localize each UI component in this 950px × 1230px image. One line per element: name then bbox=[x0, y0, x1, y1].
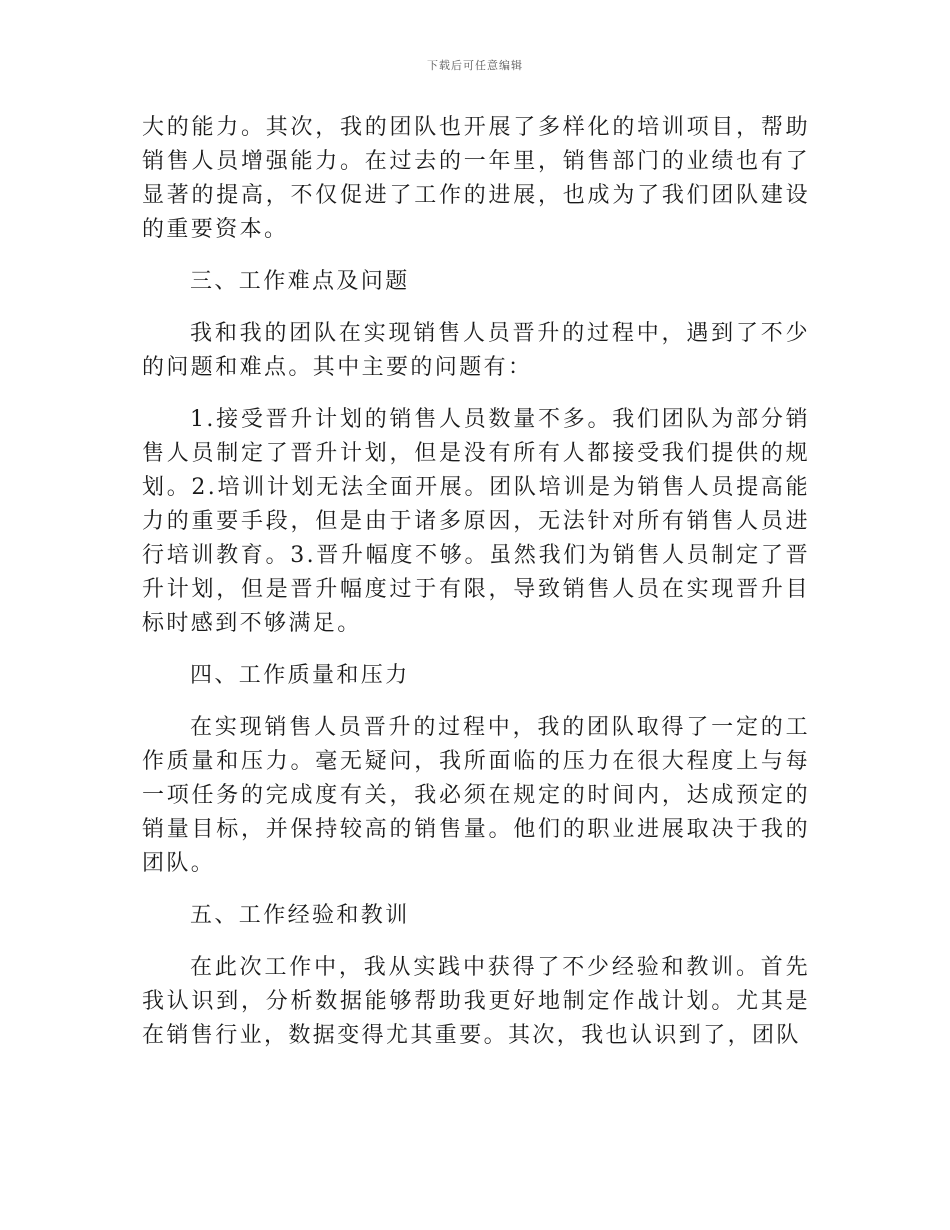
paragraph-problems-list: 1.接受晋升计划的销售人员数量不多。我们团队为部分销售人员制定了晋升计划，但是没有所有人都接受我们提供的规划。2.培训计划无法全面开展。团队培训是为销售人员提高能力的重要手段，但是由于诸多原因，无法针对所有销售人员进行培训教育。3.晋升幅度不够。虽然我们为销售人员制定了晋升计划，但是晋升幅度过于有限，导致销售人员在实现晋升目标时感到不够满足。 bbox=[142, 407, 810, 636]
section-heading-5: 五、工作经验和教训 bbox=[190, 903, 410, 928]
paragraph-problems-intro: 我和我的团队在实现销售人员晋升的过程中，遇到了不少的问题和难点。其中主要的问题有： bbox=[142, 321, 810, 380]
section-heading-3: 三、工作难点及问题 bbox=[190, 269, 410, 294]
paragraph-intro-continuation: 大的能力。其次，我的团队也开展了多样化的培训项目，帮助销售人员增强能力。在过去的一年里，销售部门的业绩也有了显著的提高，不仅促进了工作的进展，也成为了我们团队建设的重要资本。 bbox=[142, 115, 810, 242]
document-body bbox=[142, 111, 810, 1071]
page-header: 下载后可任意编辑 bbox=[427, 59, 523, 72]
paragraph-quality-pressure: 在实现销售人员晋升的过程中，我的团队取得了一定的工作质量和压力。毫无疑问，我所面临的压力在很大程度上与每一项任务的完成度有关，我必须在规定的时间内，达成预定的销量目标，并保持较高的销售量。他们的职业进展取决于我的团队。 bbox=[142, 715, 810, 876]
section-heading-4: 四、工作质量和压力 bbox=[190, 663, 410, 688]
paragraph-experience-lessons: 在此次工作中，我从实践中获得了不少经验和教训。首先我认识到，分析数据能够帮助我更好地制定作战计划。尤其是在销售行业，数据变得尤其重要。其次，我也认识到了，团队 bbox=[142, 955, 810, 1048]
